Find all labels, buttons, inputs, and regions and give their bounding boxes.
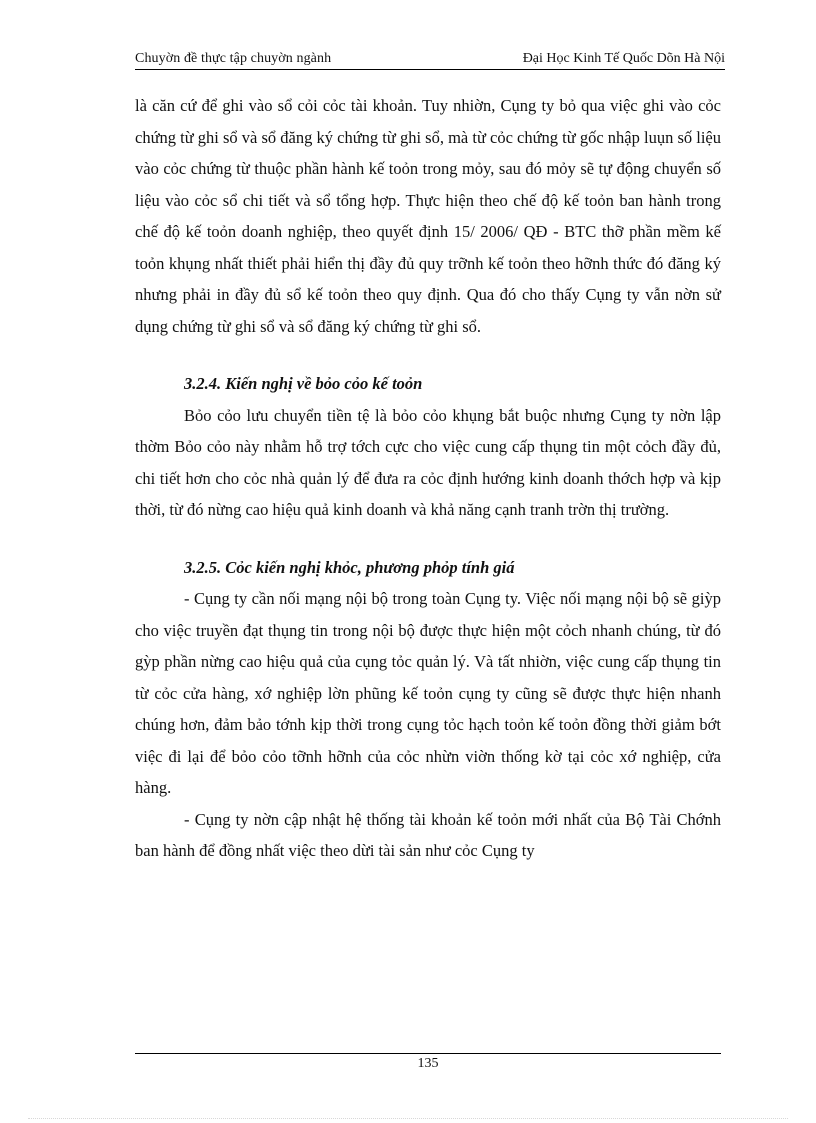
- document-body: [135, 90, 721, 867]
- footer-divider: [135, 1053, 721, 1054]
- page-number: 135: [417, 1056, 439, 1071]
- page-edge-divider: [28, 1118, 788, 1119]
- header-right-title: Đại Học Kinh Tế Quốc Dõn Hà Nội: [522, 51, 725, 66]
- section-heading-3-2-4: 3.2.4. Kiến nghị về bỏo cỏo kế toỏn: [184, 374, 423, 393]
- section-heading-3-2-5: 3.2.5. Cỏc kiến nghị khỏc, phương phỏp tính giá: [184, 557, 515, 577]
- paragraph-continued: là căn cứ để ghi vào sổ cỏi cỏc tài khoản. Tuy nhiờn, Cụng ty bỏ qua việc ghi vào cỏc chứng từ ghi sổ và sổ đăng ký chứng từ ghi sổ, mà từ cỏc chứng từ gốc nhập luụn số liệu vào cỏc chứng từ thuộc phần hành kế toỏn trong mỏy, sau đó mỏy sẽ tự động chuyển số liệu vào cỏc sổ chi tiết và sổ tổng hợp. Thực hiện theo chế độ kế toỏn ban hành trong chế độ kế toỏn doanh nghiệp, theo quyết định 15/ 2006/ QĐ - BTC thỡ phần mềm kế toỏn khụng nhất thiết phải hiển thị đầy đủ quy trỡnh kế toỏn theo hỡnh thức đó đăng ký nhưng phải in đầy đủ sổ kế toỏn theo quy định. Qua đó cho thấy Cụng ty vẫn nờn sử dụng chứng từ ghi sổ và sổ đăng ký chứng từ ghi sổ.: [135, 96, 721, 336]
- paragraph-3-2-5-item-2: - Cụng ty nờn cập nhật hệ thống tài khoản kế toỏn mới nhất của Bộ Tài Chớnh ban hành để đồng nhất việc theo dừi tài sản như cỏc Cụng ty: [135, 809, 721, 860]
- paragraph-3-2-5-item-1: - Cụng ty cần nối mạng nội bộ trong toàn Cụng ty. Việc nối mạng nội bộ sẽ giỳp cho việc truyền đạt thụng tin trong nội bộ được thực hiện một cỏch nhanh chúng, từ đó gỳp phần nừng cao hiệu quả của cụng tỏc quản lý. Và tất nhiờn, việc cung cấp thụng tin từ cỏc cửa hàng, xớ nghiệp lờn phũng kế toỏn cụng ty cũng sẽ được thực hiện nhanh chúng hơn, đảm bảo tớnh kịp thời trong cụng tỏc hạch toỏn kế toỏn đồng thời giảm bớt việc đi lại để bỏo cỏo tỡnh hỡnh của cỏc nhừn viờn thống kờ tại cỏc xớ nghiệp, cửa hàng.: [135, 589, 721, 797]
- header-left-title: Chuyờn đề thực tập chuyờn ngành: [135, 51, 332, 66]
- paragraph-3-2-4: Bỏo cỏo lưu chuyển tiền tệ là bỏo cỏo khụng bắt buộc nhưng Cụng ty nờn lập thờm Bỏo cỏo này nhằm hỗ trợ tớch cực cho việc cung cấp thụng tin một cỏch đầy đủ, chi tiết hơn cho cỏc nhà quản lý để đưa ra cỏc định hướng kinh doanh thớch hợp và kịp thời, từ đó nừng cao hiệu quả kinh doanh và khả năng cạnh tranh trờn thị trường.: [135, 405, 721, 519]
- running-header: [135, 49, 725, 70]
